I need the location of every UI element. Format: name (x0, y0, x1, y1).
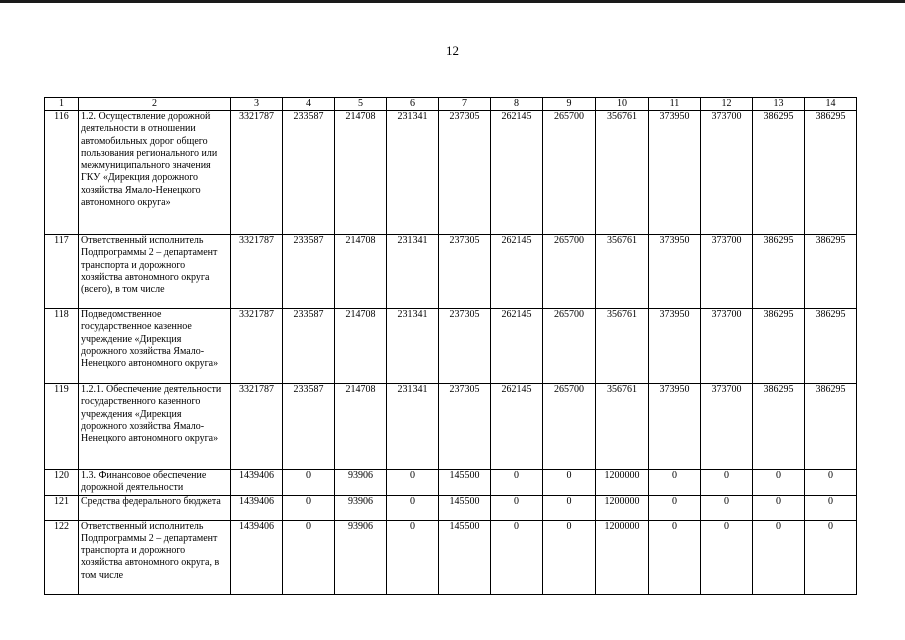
value-cell: 0 (753, 520, 805, 594)
value-cell: 373950 (649, 111, 701, 235)
table-row (45, 520, 857, 594)
value-cell: 233587 (283, 111, 335, 235)
value-cell: 145500 (439, 470, 491, 496)
value-cell: 265700 (543, 384, 596, 470)
column-header: 2 (79, 98, 231, 111)
value-cell: 0 (283, 470, 335, 496)
value-cell: 1439406 (231, 520, 283, 594)
value-cell: 231341 (387, 384, 439, 470)
value-cell: 356761 (596, 309, 649, 384)
value-cell: 262145 (491, 235, 543, 309)
value-cell: 214708 (335, 309, 387, 384)
value-cell: 237305 (439, 309, 491, 384)
value-cell: 265700 (543, 309, 596, 384)
value-cell: 93906 (335, 470, 387, 496)
value-cell: 262145 (491, 309, 543, 384)
value-cell: 0 (805, 495, 857, 520)
value-cell: 0 (543, 495, 596, 520)
row-number: 116 (45, 111, 79, 235)
value-cell: 386295 (753, 111, 805, 235)
value-cell: 373950 (649, 309, 701, 384)
row-number: 117 (45, 235, 79, 309)
value-cell: 145500 (439, 520, 491, 594)
value-cell: 373700 (701, 309, 753, 384)
row-name: Средства федерального бюджета (79, 495, 231, 520)
value-cell: 233587 (283, 384, 335, 470)
value-cell: 0 (649, 470, 701, 496)
value-cell: 386295 (805, 111, 857, 235)
table-row (45, 495, 857, 520)
value-cell: 0 (805, 520, 857, 594)
value-cell: 0 (491, 520, 543, 594)
column-header: 14 (805, 98, 857, 111)
value-cell: 1200000 (596, 470, 649, 496)
row-name: Подведомственное государственное казенное учреждение «Дирекция дорожного хозяйства Ямало-Ненецкого автономного округа» (79, 309, 231, 384)
value-cell: 231341 (387, 309, 439, 384)
value-cell: 386295 (805, 309, 857, 384)
value-cell: 1200000 (596, 495, 649, 520)
value-cell: 356761 (596, 111, 649, 235)
table-row (45, 384, 857, 470)
value-cell: 373700 (701, 235, 753, 309)
value-cell: 0 (491, 470, 543, 496)
page-number: 12 (446, 43, 459, 58)
value-cell: 265700 (543, 235, 596, 309)
value-cell: 262145 (491, 111, 543, 235)
value-cell: 0 (701, 470, 753, 496)
value-cell: 356761 (596, 384, 649, 470)
budget-table (44, 97, 857, 595)
row-number: 119 (45, 384, 79, 470)
column-header: 7 (439, 98, 491, 111)
value-cell: 386295 (805, 235, 857, 309)
value-cell: 386295 (753, 235, 805, 309)
value-cell: 0 (387, 495, 439, 520)
value-cell: 93906 (335, 520, 387, 594)
value-cell: 237305 (439, 384, 491, 470)
table-row (45, 470, 857, 496)
value-cell: 0 (753, 470, 805, 496)
row-number: 118 (45, 309, 79, 384)
column-header: 11 (649, 98, 701, 111)
value-cell: 3321787 (231, 309, 283, 384)
value-cell: 373700 (701, 111, 753, 235)
value-cell: 1200000 (596, 520, 649, 594)
row-number: 121 (45, 495, 79, 520)
row-number: 120 (45, 470, 79, 496)
value-cell: 3321787 (231, 111, 283, 235)
value-cell: 265700 (543, 111, 596, 235)
value-cell: 214708 (335, 384, 387, 470)
value-cell: 386295 (753, 384, 805, 470)
value-cell: 145500 (439, 495, 491, 520)
row-number: 122 (45, 520, 79, 594)
value-cell: 356761 (596, 235, 649, 309)
value-cell: 386295 (805, 384, 857, 470)
column-header: 9 (543, 98, 596, 111)
value-cell: 237305 (439, 111, 491, 235)
value-cell: 233587 (283, 235, 335, 309)
column-header: 3 (231, 98, 283, 111)
value-cell: 93906 (335, 495, 387, 520)
value-cell: 1439406 (231, 470, 283, 496)
value-cell: 0 (491, 495, 543, 520)
value-cell: 3321787 (231, 235, 283, 309)
column-header: 5 (335, 98, 387, 111)
value-cell: 0 (543, 520, 596, 594)
table-header-row (45, 98, 857, 111)
value-cell: 373950 (649, 384, 701, 470)
value-cell: 0 (387, 520, 439, 594)
column-header: 1 (45, 98, 79, 111)
value-cell: 3321787 (231, 384, 283, 470)
value-cell: 0 (387, 470, 439, 496)
value-cell: 373950 (649, 235, 701, 309)
column-header: 12 (701, 98, 753, 111)
value-cell: 262145 (491, 384, 543, 470)
column-header: 13 (753, 98, 805, 111)
column-header: 8 (491, 98, 543, 111)
value-cell: 214708 (335, 111, 387, 235)
value-cell: 237305 (439, 235, 491, 309)
value-cell: 233587 (283, 309, 335, 384)
value-cell: 0 (283, 495, 335, 520)
value-cell: 0 (649, 520, 701, 594)
value-cell: 0 (753, 495, 805, 520)
value-cell: 0 (543, 470, 596, 496)
value-cell: 0 (805, 470, 857, 496)
value-cell: 0 (649, 495, 701, 520)
table-row (45, 309, 857, 384)
column-header: 6 (387, 98, 439, 111)
value-cell: 214708 (335, 235, 387, 309)
value-cell: 386295 (753, 309, 805, 384)
row-name: Ответственный исполнитель Подпрограммы 2 – департамент транспорта и дорожного хозяйства автономного округа (всего), в том числе (79, 235, 231, 309)
scan-top-edge (0, 0, 905, 3)
value-cell: 0 (283, 520, 335, 594)
value-cell: 231341 (387, 111, 439, 235)
column-header: 10 (596, 98, 649, 111)
column-header: 4 (283, 98, 335, 111)
value-cell: 373700 (701, 384, 753, 470)
row-name: Ответственный исполнитель Подпрограммы 2 – департамент транспорта и дорожного хозяйства автономного округа, в том числе (79, 520, 231, 594)
value-cell: 231341 (387, 235, 439, 309)
table-row (45, 235, 857, 309)
table-row (45, 111, 857, 235)
row-name: 1.3. Финансовое обеспечение дорожной деятельности (79, 470, 231, 496)
value-cell: 1439406 (231, 495, 283, 520)
row-name: 1.2.1. Обеспечение деятельности государственного казенного учреждения «Дирекция дорожного хозяйства Ямало-Ненецкого автономного округа» (79, 384, 231, 470)
value-cell: 0 (701, 520, 753, 594)
value-cell: 0 (701, 495, 753, 520)
row-name: 1.2. Осуществление дорожной деятельности в отношении автомобильных дорог общего пользования регионального или межмуниципального значения ГКУ «Дирекция дорожного хозяйства Ямало-Ненецкого автономного округа» (79, 111, 231, 235)
